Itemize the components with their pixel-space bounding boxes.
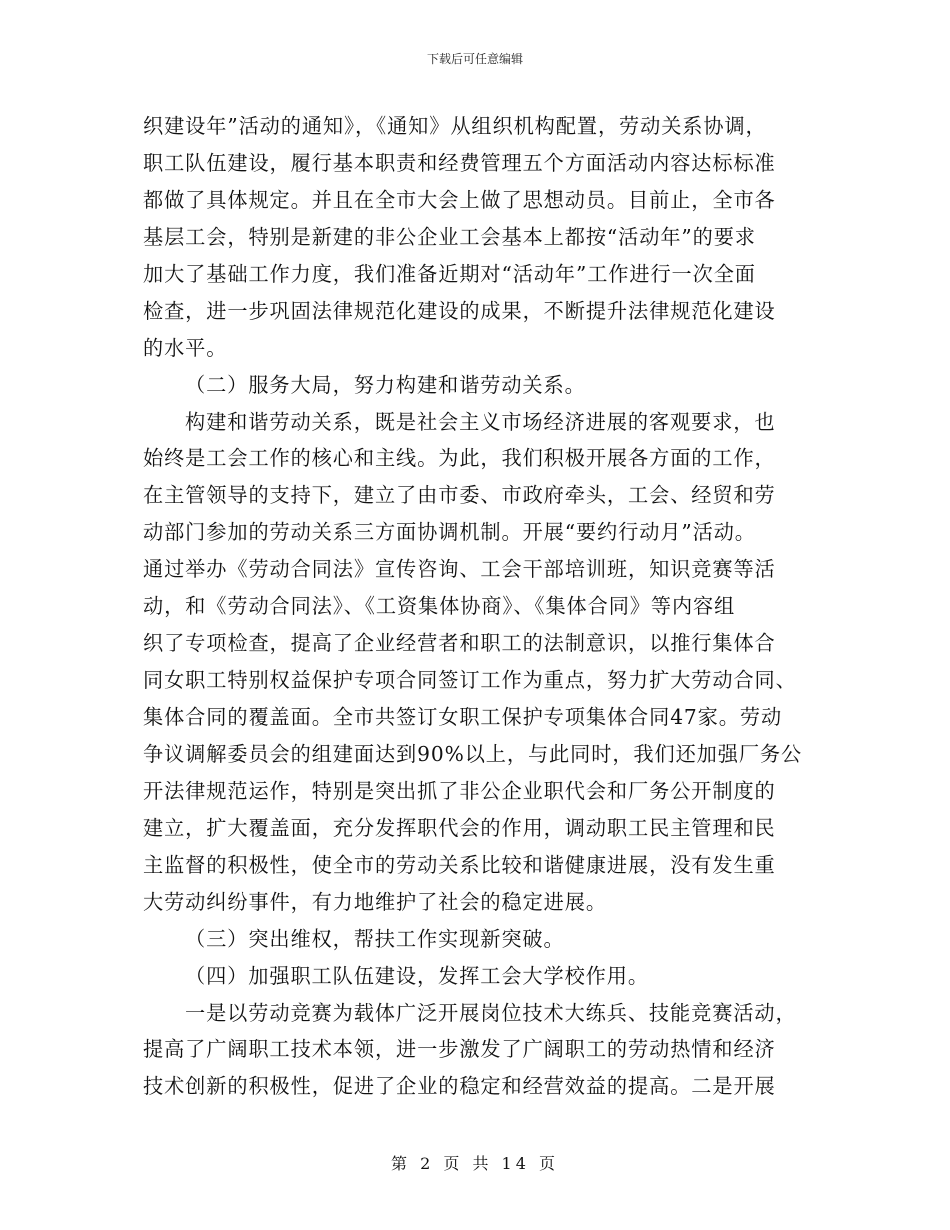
text-line: 在主管领导的支持下，建立了由市委、市政府牵头，工会、经贸和劳 bbox=[143, 483, 776, 508]
text-line: 织建设年”活动的通知》，《通知》从组织机构配置，劳动关系协调， bbox=[143, 114, 767, 138]
text-line: 加大了基础工作力度，我们准备近期对“活动年”工作进行一次全面 bbox=[143, 261, 756, 286]
text-line: 开法律规范运作，特别是突出抓了非公企业职代会和厂务公开制度的 bbox=[143, 778, 776, 803]
section-heading: （三）突出维权，帮扶工作实现新突破。 bbox=[185, 926, 565, 951]
page-header: 下载后可任意编辑 bbox=[426, 52, 523, 66]
text-line: 争议调解委员会的组建面达到90%以上，与此同时，我们还加强厂务公 bbox=[143, 741, 803, 766]
text-line: 同女职工特别权益保护专项合同签订工作为重点，努力扩大劳动合同、 bbox=[143, 668, 797, 693]
text-line: 检查，进一步巩固法律规范化建设的成果，不断提升法律规范化建设 bbox=[143, 298, 776, 323]
text-line: 集体合同的覆盖面。全市共签订女职工保护专项集体合同47家。劳动 bbox=[143, 705, 783, 729]
text-line: 技术创新的积极性，促进了企业的稳定和经营效益的提高。二是开展 bbox=[143, 1074, 776, 1099]
text-line: 建立，扩大覆盖面，充分发挥职代会的作用，调动职工民主管理和民 bbox=[143, 815, 776, 840]
text-line: 通过举办《劳动合同法》宣传咨询、工会干部培训班，知识竞赛等活 bbox=[143, 557, 776, 582]
document-body bbox=[143, 108, 813, 1105]
text-line: 的水平。 bbox=[143, 335, 228, 360]
text-line: 主监督的积极性，使全市的劳动关系比较和谐健康进展，没有发生重 bbox=[143, 852, 776, 877]
text-line: 基层工会，特别是新建的非公企业工会基本上都按“活动年”的要求 bbox=[143, 224, 756, 249]
text-line: 都做了具体规定。并且在全市大会上做了思想动员。目前止，全市各 bbox=[143, 187, 776, 212]
text-line: 提高了广阔职工技术本领，进一步激发了广阔职工的劳动热情和经济 bbox=[143, 1037, 776, 1062]
section-heading: （二）服务大局，努力构建和谐劳动关系。 bbox=[185, 372, 586, 397]
text-line: 职工队伍建设，履行基本职责和经费管理五个方面活动内容达标标准 bbox=[143, 150, 776, 175]
text-line: 动部门参加的劳动关系三方面协调机制。开展“要约行动月”活动。 bbox=[143, 520, 756, 545]
text-line: 始终是工会工作的核心和主线。为此，我们积极开展各方面的工作， bbox=[143, 446, 776, 471]
text-line: 一是以劳动竞赛为载体广泛开展岗位技术大练兵、技能竞赛活动， bbox=[185, 1000, 797, 1025]
section-heading: （四）加强职工队伍建设，发挥工会大学校作用。 bbox=[185, 963, 649, 988]
text-line: 构建和谐劳动关系，既是社会主义市场经济进展的客观要求，也 bbox=[185, 409, 776, 434]
text-line: 动，和《劳动合同法》、《工资集体协商》、《集体合同》等内容组 bbox=[143, 594, 736, 619]
page-number: 第 2 页 共 14 页 bbox=[391, 1154, 559, 1173]
text-line: 大劳动纠纷事件，有力地维护了社会的稳定进展。 bbox=[143, 889, 607, 914]
text-line: 织了专项检查，提高了企业经营者和职工的法制意识，以推行集体合 bbox=[143, 631, 776, 656]
